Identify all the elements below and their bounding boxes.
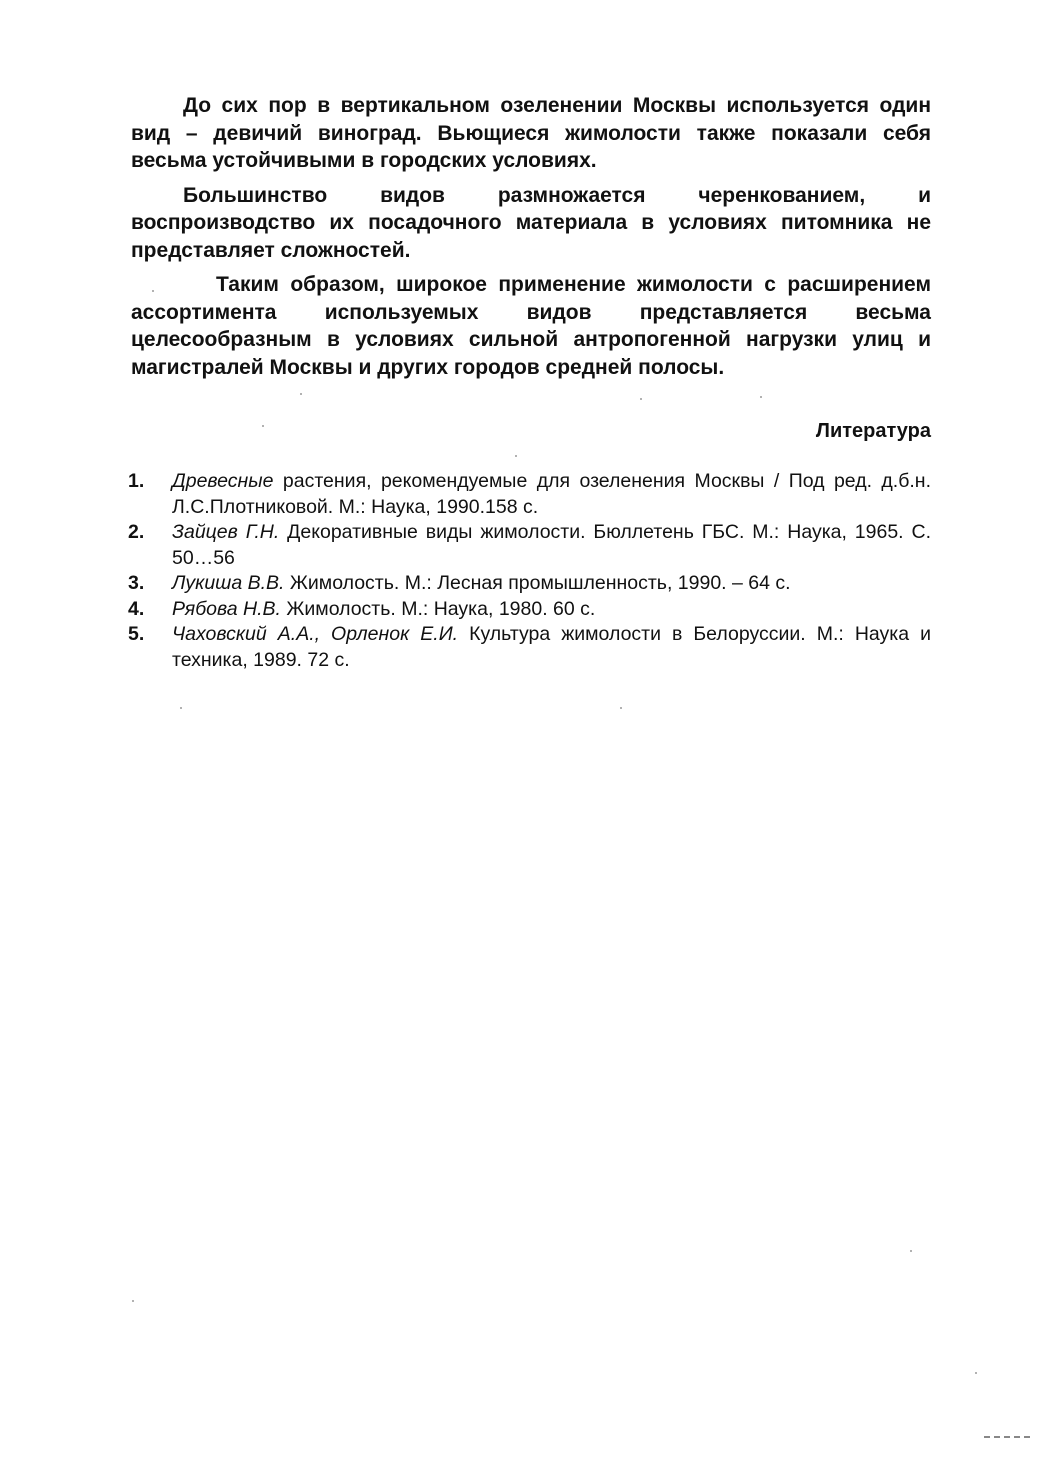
scan-speck bbox=[132, 1300, 134, 1302]
reference-item bbox=[128, 571, 931, 597]
reference-item bbox=[128, 520, 931, 571]
scan-corner-mark bbox=[984, 1436, 1030, 1440]
scan-speck bbox=[620, 707, 622, 709]
scan-speck bbox=[262, 425, 264, 427]
reference-author: Лукиша В.В. bbox=[172, 572, 285, 594]
reference-text: Жимолость. М.: Лесная промышленность, 1990. – 64 с. bbox=[284, 572, 791, 594]
scan-speck bbox=[640, 398, 642, 400]
reference-author: Чаховский А.А., Орленок Е.И. bbox=[172, 623, 459, 645]
scan-speck bbox=[300, 393, 302, 395]
reference-number: 5. bbox=[128, 623, 145, 645]
reference-item bbox=[128, 597, 931, 623]
scan-speck bbox=[910, 1250, 912, 1252]
scan-speck bbox=[152, 290, 154, 292]
reference-number: 3. bbox=[128, 572, 145, 594]
reference-text: Жимолость. М.: Наука, 1980. 60 с. bbox=[280, 597, 596, 620]
reference-item bbox=[128, 622, 931, 673]
reference-number: 4. bbox=[128, 597, 145, 620]
scan-speck bbox=[515, 455, 517, 457]
paragraph-3: Таким образом, широкое применение жимолости с расширением ассортимента используемых видов представляется весьма целесообразным в условиях сильной антропогенной нагрузки улиц и магистралей Москвы и других городов средней полосы. bbox=[131, 273, 931, 379]
reference-number: 2. bbox=[128, 521, 145, 543]
reference-text: Культура жимолости в Белоруссии. М.: Наука и техника, 1989. 72 с. bbox=[172, 623, 931, 671]
references-heading: Литература bbox=[815, 420, 931, 442]
reference-text: Декоративные виды жимолости. Бюллетень ГБС. М.: Наука, 1965. С. 50…56 bbox=[172, 521, 931, 569]
scan-speck bbox=[180, 707, 182, 709]
body-text bbox=[131, 92, 931, 388]
scan-speck bbox=[760, 396, 762, 398]
reference-number: 1. bbox=[128, 470, 145, 492]
paragraph-1: До сих пор в вертикальном озеленении Москвы используется один вид – девичий виноград. Вьющиеся жимолости также показали себя весьма устойчивыми в городских условиях. bbox=[131, 94, 931, 172]
reference-text: растения, рекомендуемые для озеленения Москвы / Под ред. д.б.н. Л.С.Плотниковой. М.: Наука, 1990.158 с. bbox=[172, 470, 931, 518]
reference-author: Древесные bbox=[172, 470, 274, 492]
paragraph-2: Большинство видов размножается черенкованием, и воспроизводство их посадочного материала в условиях питомника не представляет сложностей. bbox=[131, 183, 931, 262]
scan-speck bbox=[975, 1372, 977, 1374]
references-list bbox=[128, 469, 931, 673]
reference-author: Зайцев Г.Н. bbox=[172, 521, 280, 543]
reference-author: Рябова Н.В. bbox=[172, 597, 281, 620]
reference-item bbox=[128, 469, 931, 520]
